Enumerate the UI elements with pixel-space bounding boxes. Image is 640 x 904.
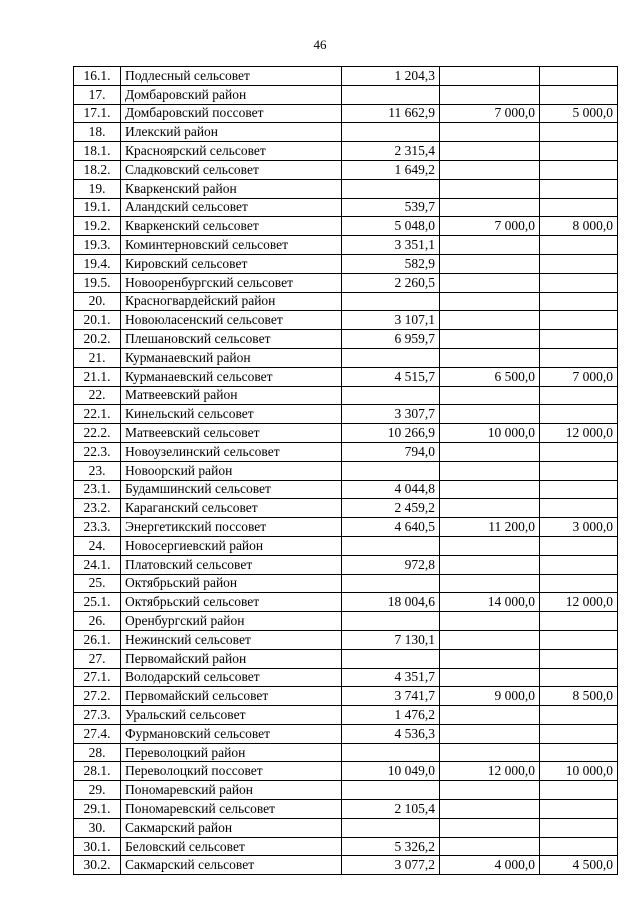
value-col-2-cell	[440, 818, 540, 837]
value-col-1-cell: 1 649,2	[342, 160, 440, 179]
row-number-cell: 23.3.	[74, 518, 121, 537]
value-col-2-cell	[440, 668, 540, 687]
value-col-2-cell	[440, 236, 540, 255]
value-col-2-cell: 14 000,0	[440, 593, 540, 612]
value-col-2-cell	[440, 85, 540, 104]
value-col-3-cell	[540, 649, 618, 668]
value-col-1-cell: 11 662,9	[342, 104, 440, 123]
value-col-3-cell	[540, 668, 618, 687]
value-col-1-cell: 582,9	[342, 254, 440, 273]
value-col-2-cell	[440, 405, 540, 424]
value-col-1-cell: 10 049,0	[342, 762, 440, 781]
municipality-name-cell: Кваркенский сельсовет	[121, 217, 342, 236]
table-row	[74, 217, 618, 236]
municipality-name-cell: Фурмановский сельсовет	[121, 724, 342, 743]
table-row	[74, 461, 618, 480]
table-row	[74, 85, 618, 104]
municipality-name-cell: Будамшинский сельсовет	[121, 480, 342, 499]
value-col-3-cell: 12 000,0	[540, 424, 618, 443]
municipality-name-cell: Энергетикский поссовет	[121, 518, 342, 537]
value-col-3-cell	[540, 612, 618, 631]
value-col-1-cell: 539,7	[342, 198, 440, 217]
value-col-3-cell	[540, 254, 618, 273]
municipality-name-cell: Подлесный сельсовет	[121, 67, 342, 86]
row-number-cell: 27.3.	[74, 706, 121, 725]
row-number-cell: 30.1.	[74, 837, 121, 856]
value-col-2-cell	[440, 837, 540, 856]
value-col-1-cell	[342, 85, 440, 104]
value-col-1-cell: 18 004,6	[342, 593, 440, 612]
value-col-1-cell: 794,0	[342, 442, 440, 461]
value-col-3-cell	[540, 555, 618, 574]
row-number-cell: 22.1.	[74, 405, 121, 424]
value-col-1-cell: 3 741,7	[342, 687, 440, 706]
municipality-name-cell: Октябрьский район	[121, 574, 342, 593]
value-col-2-cell	[440, 555, 540, 574]
value-col-1-cell	[342, 123, 440, 142]
table-row	[74, 630, 618, 649]
value-col-3-cell	[540, 179, 618, 198]
municipality-name-cell: Беловский сельсовет	[121, 837, 342, 856]
value-col-1-cell: 1 204,3	[342, 67, 440, 86]
row-number-cell: 29.	[74, 781, 121, 800]
municipality-name-cell: Сакмарский сельсовет	[121, 856, 342, 875]
municipality-name-cell: Курманаевский сельсовет	[121, 367, 342, 386]
table-row	[74, 179, 618, 198]
value-col-2-cell: 6 500,0	[440, 367, 540, 386]
value-col-2-cell	[440, 311, 540, 330]
value-col-1-cell	[342, 574, 440, 593]
row-number-cell: 17.	[74, 85, 121, 104]
row-number-cell: 27.	[74, 649, 121, 668]
table-row	[74, 386, 618, 405]
row-number-cell: 27.2.	[74, 687, 121, 706]
municipality-name-cell: Переволоцкий поссовет	[121, 762, 342, 781]
value-col-3-cell	[540, 67, 618, 86]
municipality-name-cell: Пономаревский район	[121, 781, 342, 800]
row-number-cell: 22.2.	[74, 424, 121, 443]
value-col-1-cell	[342, 461, 440, 480]
value-col-2-cell	[440, 254, 540, 273]
table-row	[74, 367, 618, 386]
value-col-3-cell	[540, 442, 618, 461]
municipality-name-cell: Первомайский сельсовет	[121, 687, 342, 706]
value-col-1-cell	[342, 536, 440, 555]
value-col-3-cell	[540, 311, 618, 330]
municipality-name-cell: Пономаревский сельсовет	[121, 800, 342, 819]
municipality-name-cell: Кинельский сельсовет	[121, 405, 342, 424]
value-col-2-cell	[440, 142, 540, 161]
value-col-3-cell	[540, 386, 618, 405]
table-row	[74, 236, 618, 255]
table-row	[74, 743, 618, 762]
value-col-3-cell	[540, 724, 618, 743]
row-number-cell: 24.	[74, 536, 121, 555]
table-row	[74, 442, 618, 461]
row-number-cell: 23.	[74, 461, 121, 480]
value-col-3-cell: 3 000,0	[540, 518, 618, 537]
value-col-1-cell: 10 266,9	[342, 424, 440, 443]
value-col-1-cell: 3 307,7	[342, 405, 440, 424]
value-col-3-cell	[540, 405, 618, 424]
value-col-3-cell	[540, 781, 618, 800]
row-number-cell: 28.1.	[74, 762, 121, 781]
row-number-cell: 19.2.	[74, 217, 121, 236]
value-col-3-cell	[540, 236, 618, 255]
value-col-3-cell	[540, 837, 618, 856]
value-col-2-cell	[440, 781, 540, 800]
value-col-1-cell: 2 260,5	[342, 273, 440, 292]
value-col-2-cell	[440, 612, 540, 631]
value-col-2-cell	[440, 743, 540, 762]
municipality-name-cell: Новоорский район	[121, 461, 342, 480]
value-col-2-cell	[440, 536, 540, 555]
row-number-cell: 27.4.	[74, 724, 121, 743]
value-col-2-cell	[440, 348, 540, 367]
value-col-3-cell	[540, 160, 618, 179]
municipality-name-cell: Илекский район	[121, 123, 342, 142]
value-col-1-cell	[342, 386, 440, 405]
table-row	[74, 405, 618, 424]
table-body	[74, 67, 618, 875]
row-number-cell: 26.1.	[74, 630, 121, 649]
value-col-1-cell: 6 959,7	[342, 330, 440, 349]
table-row	[74, 818, 618, 837]
value-col-2-cell	[440, 273, 540, 292]
row-number-cell: 20.	[74, 292, 121, 311]
value-col-2-cell	[440, 480, 540, 499]
value-col-1-cell: 3 351,1	[342, 236, 440, 255]
value-col-3-cell	[540, 630, 618, 649]
value-col-3-cell: 12 000,0	[540, 593, 618, 612]
value-col-1-cell: 4 515,7	[342, 367, 440, 386]
value-col-2-cell: 4 000,0	[440, 856, 540, 875]
value-col-2-cell	[440, 330, 540, 349]
table-row	[74, 574, 618, 593]
value-col-2-cell: 7 000,0	[440, 104, 540, 123]
municipality-name-cell: Караганский сельсовет	[121, 499, 342, 518]
row-number-cell: 20.1.	[74, 311, 121, 330]
row-number-cell: 24.1.	[74, 555, 121, 574]
table-row	[74, 142, 618, 161]
value-col-2-cell	[440, 160, 540, 179]
value-col-1-cell: 2 105,4	[342, 800, 440, 819]
table-row	[74, 555, 618, 574]
budget-table	[73, 66, 618, 875]
municipality-name-cell: Переволоцкий район	[121, 743, 342, 762]
row-number-cell: 23.2.	[74, 499, 121, 518]
table-row	[74, 536, 618, 555]
table-row	[74, 724, 618, 743]
value-col-1-cell	[342, 818, 440, 837]
value-col-2-cell: 10 000,0	[440, 424, 540, 443]
value-col-2-cell	[440, 67, 540, 86]
value-col-2-cell	[440, 800, 540, 819]
value-col-3-cell	[540, 536, 618, 555]
value-col-3-cell	[540, 574, 618, 593]
municipality-name-cell: Сладковский сельсовет	[121, 160, 342, 179]
table-row	[74, 292, 618, 311]
value-col-3-cell	[540, 330, 618, 349]
table-row	[74, 104, 618, 123]
municipality-name-cell: Матвеевский район	[121, 386, 342, 405]
table-row	[74, 273, 618, 292]
value-col-3-cell: 8 000,0	[540, 217, 618, 236]
row-number-cell: 19.3.	[74, 236, 121, 255]
value-col-1-cell: 4 640,5	[342, 518, 440, 537]
table-row	[74, 198, 618, 217]
value-col-2-cell	[440, 499, 540, 518]
table-row	[74, 649, 618, 668]
municipality-name-cell: Кваркенский район	[121, 179, 342, 198]
municipality-name-cell: Коминтерновский сельсовет	[121, 236, 342, 255]
row-number-cell: 20.2.	[74, 330, 121, 349]
table-row	[74, 762, 618, 781]
value-col-2-cell	[440, 574, 540, 593]
value-col-1-cell: 5 048,0	[342, 217, 440, 236]
row-number-cell: 18.1.	[74, 142, 121, 161]
table-row	[74, 593, 618, 612]
value-col-1-cell: 4 044,8	[342, 480, 440, 499]
value-col-2-cell: 12 000,0	[440, 762, 540, 781]
value-col-1-cell	[342, 649, 440, 668]
municipality-name-cell: Уральский сельсовет	[121, 706, 342, 725]
value-col-1-cell: 2 459,2	[342, 499, 440, 518]
value-col-2-cell	[440, 198, 540, 217]
value-col-3-cell	[540, 348, 618, 367]
municipality-name-cell: Володарский сельсовет	[121, 668, 342, 687]
table-row	[74, 67, 618, 86]
table-row	[74, 424, 618, 443]
row-number-cell: 25.1.	[74, 593, 121, 612]
value-col-2-cell	[440, 724, 540, 743]
table-row	[74, 856, 618, 875]
table-row	[74, 311, 618, 330]
value-col-3-cell	[540, 292, 618, 311]
table-row	[74, 837, 618, 856]
row-number-cell: 16.1.	[74, 67, 121, 86]
row-number-cell: 26.	[74, 612, 121, 631]
row-number-cell: 21.	[74, 348, 121, 367]
value-col-1-cell	[342, 781, 440, 800]
table-row	[74, 668, 618, 687]
table-row	[74, 612, 618, 631]
value-col-2-cell: 11 200,0	[440, 518, 540, 537]
page-number: 46	[313, 37, 327, 52]
table-row	[74, 480, 618, 499]
row-number-cell: 19.1.	[74, 198, 121, 217]
municipality-name-cell: Нежинский сельсовет	[121, 630, 342, 649]
row-number-cell: 19.	[74, 179, 121, 198]
value-col-1-cell: 4 351,7	[342, 668, 440, 687]
table-row	[74, 518, 618, 537]
value-col-3-cell	[540, 461, 618, 480]
value-col-1-cell: 7 130,1	[342, 630, 440, 649]
value-col-3-cell	[540, 743, 618, 762]
municipality-name-cell: Красноярский сельсовет	[121, 142, 342, 161]
municipality-name-cell: Октябрьский сельсовет	[121, 593, 342, 612]
value-col-2-cell	[440, 461, 540, 480]
value-col-1-cell	[342, 612, 440, 631]
value-col-2-cell	[440, 649, 540, 668]
value-col-3-cell: 7 000,0	[540, 367, 618, 386]
value-col-2-cell	[440, 706, 540, 725]
row-number-cell: 25.	[74, 574, 121, 593]
municipality-name-cell: Красногвардейский район	[121, 292, 342, 311]
value-col-1-cell: 5 326,2	[342, 837, 440, 856]
value-col-2-cell: 7 000,0	[440, 217, 540, 236]
value-col-2-cell: 9 000,0	[440, 687, 540, 706]
table-row	[74, 160, 618, 179]
value-col-3-cell	[540, 480, 618, 499]
row-number-cell: 19.5.	[74, 273, 121, 292]
municipality-name-cell: Домбаровский район	[121, 85, 342, 104]
municipality-name-cell: Аландский сельсовет	[121, 198, 342, 217]
table-row	[74, 800, 618, 819]
municipality-name-cell: Домбаровский поссовет	[121, 104, 342, 123]
value-col-3-cell	[540, 123, 618, 142]
row-number-cell: 27.1.	[74, 668, 121, 687]
value-col-3-cell	[540, 706, 618, 725]
municipality-name-cell: Первомайский район	[121, 649, 342, 668]
value-col-3-cell	[540, 142, 618, 161]
row-number-cell: 17.1.	[74, 104, 121, 123]
value-col-3-cell: 10 000,0	[540, 762, 618, 781]
value-col-1-cell: 2 315,4	[342, 142, 440, 161]
row-number-cell: 30.2.	[74, 856, 121, 875]
table-row	[74, 348, 618, 367]
municipality-name-cell: Сакмарский район	[121, 818, 342, 837]
table-row	[74, 706, 618, 725]
value-col-3-cell	[540, 818, 618, 837]
value-col-1-cell	[342, 292, 440, 311]
municipality-name-cell: Новосергиевский район	[121, 536, 342, 555]
value-col-3-cell	[540, 273, 618, 292]
value-col-1-cell	[342, 743, 440, 762]
municipality-name-cell: Курманаевский район	[121, 348, 342, 367]
table-row	[74, 254, 618, 273]
value-col-2-cell	[440, 179, 540, 198]
value-col-3-cell	[540, 800, 618, 819]
table-row	[74, 499, 618, 518]
row-number-cell: 19.4.	[74, 254, 121, 273]
value-col-1-cell: 972,8	[342, 555, 440, 574]
municipality-name-cell: Новооренбургский сельсовет	[121, 273, 342, 292]
row-number-cell: 29.1.	[74, 800, 121, 819]
value-col-3-cell: 8 500,0	[540, 687, 618, 706]
row-number-cell: 22.	[74, 386, 121, 405]
value-col-1-cell: 3 077,2	[342, 856, 440, 875]
row-number-cell: 30.	[74, 818, 121, 837]
municipality-name-cell: Матвеевский сельсовет	[121, 424, 342, 443]
municipality-name-cell: Новоюласенский сельсовет	[121, 311, 342, 330]
table-row	[74, 330, 618, 349]
value-col-3-cell	[540, 499, 618, 518]
table-row	[74, 687, 618, 706]
value-col-3-cell	[540, 85, 618, 104]
row-number-cell: 21.1.	[74, 367, 121, 386]
value-col-2-cell	[440, 123, 540, 142]
value-col-2-cell	[440, 292, 540, 311]
municipality-name-cell: Оренбургский район	[121, 612, 342, 631]
table-row	[74, 123, 618, 142]
value-col-1-cell: 3 107,1	[342, 311, 440, 330]
row-number-cell: 22.3.	[74, 442, 121, 461]
value-col-1-cell	[342, 179, 440, 198]
row-number-cell: 23.1.	[74, 480, 121, 499]
value-col-1-cell: 1 476,2	[342, 706, 440, 725]
value-col-1-cell: 4 536,3	[342, 724, 440, 743]
municipality-name-cell: Кировский сельсовет	[121, 254, 342, 273]
value-col-3-cell: 5 000,0	[540, 104, 618, 123]
row-number-cell: 18.2.	[74, 160, 121, 179]
municipality-name-cell: Новоузелинский сельсовет	[121, 442, 342, 461]
value-col-3-cell	[540, 198, 618, 217]
row-number-cell: 28.	[74, 743, 121, 762]
municipality-name-cell: Плешановский сельсовет	[121, 330, 342, 349]
municipality-name-cell: Платовский сельсовет	[121, 555, 342, 574]
value-col-2-cell	[440, 630, 540, 649]
value-col-2-cell	[440, 386, 540, 405]
table-row	[74, 781, 618, 800]
value-col-1-cell	[342, 348, 440, 367]
row-number-cell: 18.	[74, 123, 121, 142]
value-col-3-cell: 4 500,0	[540, 856, 618, 875]
value-col-2-cell	[440, 442, 540, 461]
